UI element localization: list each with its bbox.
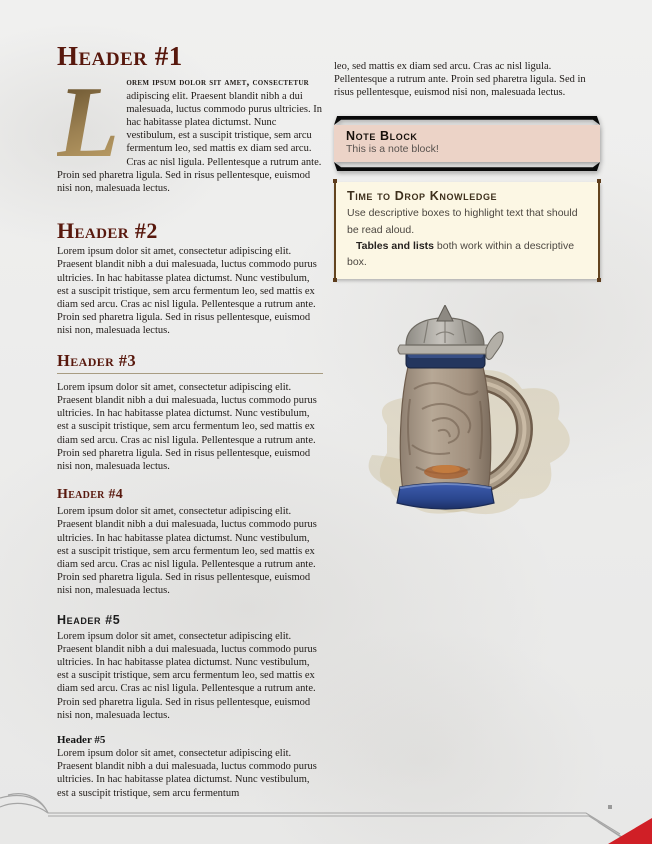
paragraph-1-rest: adipiscing elit. Praesent blandit nibh a dui malesuada, luctus commodo purus ultricies. In hac habitasse platea dictumst. Nunc vestibulum, est a suscipit tristique, sem arcu fermentum leo, sed mattis ex diam sed arcu. Cras ac nisl ligula. Pellentesque a rutrum ante. Proin sed pharetra ligula. Sed in risus pellentesque, euismod nisi non, malesuada lectus. [57,90,322,194]
corner-dot-icon [333,179,337,183]
paragraph-1 [57,66,323,195]
paragraph-6: Lorem ipsum dolor sit amet, consectetur adipiscing elit. Praesent blandit nibh a dui malesuada, luctus commodo purus ultricies. In hac habitasse platea dictumst. Nunc vestibulum, est a suscipit tristique, sem arcu fermentum [57,747,317,799]
paragraph-2: Lorem ipsum dolor sit amet, consectetur adipiscing elit. Praesent blandit nibh a dui malesuada, luctus commodo purus ultricies. In hac habitasse platea dictumst. Nunc vestibulum, est a suscipit tristique, sem arcu fermentum leo, sed mattis ex diam sed arcu. Cras ac nisl ligula. Pellentesque a rutrum ante. Proin sed pharetra ligula. Sed in risus pellentesque, euismod nisi non, malesuada lectus. [57,246,317,337]
footer-flourish-icon [0,794,48,813]
corner-dot-icon [597,179,601,183]
beer-stein-illustration [342,305,592,521]
corner-dot-icon [597,278,601,282]
footer-decoration [0,788,652,844]
note-block-top-border [334,116,600,125]
descriptive-box-bold-rest: both work within a descriptive box. [347,239,575,269]
descriptive-box-bold: Tables and lists [356,239,434,252]
descriptive-box-text-2 [347,238,587,271]
stein-accent-2 [432,465,460,473]
header-1: Header #1 [57,41,183,71]
left-column [57,38,323,808]
paragraph-continued: leo, sed mattis ex diam sed arcu. Cras ac nisl ligula. Pellentesque a rutrum ante. Proin sed pharetra ligula. Sed in risus pellentesque, euismod nisi non, malesuada lectus. [334,61,586,99]
paragraph-5: Lorem ipsum dolor sit amet, consectetur adipiscing elit. Praesent blandit nibh a dui malesuada, luctus commodo purus ultricies. In hac habitasse platea dictumst. Nunc vestibulum, est a suscipit tristique, sem arcu fermentum leo, sed mattis ex diam sed arcu. Cras ac nisl ligula. Pellentesque a rutrum ante. Proin sed pharetra ligula. Sed in risus pellentesque, euismod nisi non, malesuada lectus. [57,630,317,721]
paragraph-3: Lorem ipsum dolor sit amet, consectetur adipiscing elit. Praesent blandit nibh a dui malesuada, luctus commodo purus ultricies. In hac habitasse platea dictumst. Nunc vestibulum, est a suscipit tristique, sem arcu fermentum leo, sed mattis ex diam sed arcu. Cras ac nisl ligula. Pellentesque a rutrum ante. Proin sed pharetra ligula. Sed in risus pellentesque, euismod nisi non, malesuada lectus. [57,381,317,472]
footer-dot-icon [608,805,612,809]
header-6: Header #5 [57,733,106,746]
descriptive-box [334,182,600,279]
header-3: Header #3 [57,351,323,374]
right-column [334,60,600,526]
note-block-title: Note Block [346,128,418,143]
dropcap-letter: L [57,76,126,164]
header-4: Header #4 [57,487,124,503]
paragraph-4: Lorem ipsum dolor sit amet, consectetur adipiscing elit. Praesent blandit nibh a dui malesuada, luctus commodo purus ultricies. In hac habitasse platea dictumst. Nunc vestibulum, est a suscipit tristique, sem arcu fermentum leo, sed mattis ex diam sed arcu. Cras ac nisl ligula. Pellentesque a rutrum ante. Proin sed pharetra ligula. Sed in risus pellentesque, euismod nisi non, malesuada lectus. [57,506,317,597]
descriptive-box-title: Time to Drop Knowledge [347,189,498,204]
header-2: Header #2 [57,218,158,244]
illustration-container [334,305,600,526]
note-block [334,116,600,172]
note-block-bottom-border [334,162,600,171]
corner-dot-icon [333,278,337,282]
stein-finial [437,305,453,321]
note-block-body [334,125,600,163]
descriptive-box-text: Use descriptive boxes to highlight text that should be read aloud. [347,207,578,236]
note-block-text: This is a note block! [346,142,439,155]
stein-thumb-lever [486,332,503,360]
paragraph-1-leadin: orem ipsum dolor sit amet, consectetur [126,77,310,89]
stein-lid-rim [398,345,492,354]
header-5: Header #5 [57,612,121,627]
footer-rule [48,813,624,839]
